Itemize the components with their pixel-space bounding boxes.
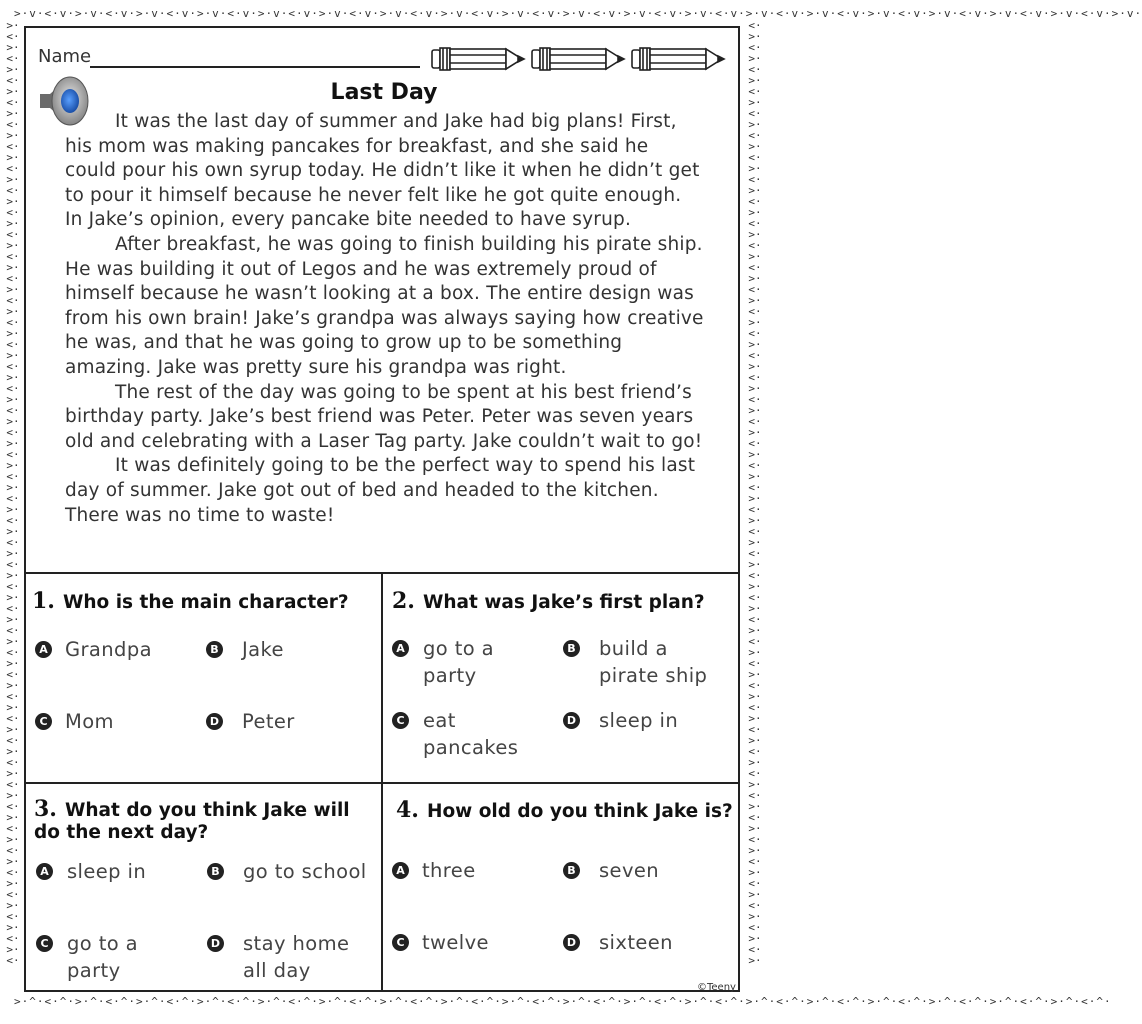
answer-option-c[interactable]: Mom	[65, 710, 114, 733]
answer-option-c[interactable]: twelve	[422, 931, 489, 954]
answer-option-d[interactable]: sixteen	[599, 931, 673, 954]
answer-option-b[interactable]: seven	[599, 859, 660, 882]
answer-bubble-d[interactable]: D	[563, 712, 580, 729]
question-number: 4.	[396, 797, 419, 823]
border-right-decoration: <·>·<·>·<·>·<·>·<·>·<·>·<·>·<·>·<·>·<·>·<·>·<·>·<·>·<·>·<·>·<·>·<·>·<·>·<·>·<·>·<·>·<·>·<·>·<·>·<·>·<·>·<·>·<·>·<·>·<·>·<·>·<·>·<·>·<·>·<·>·<·>·<·>·<·>·<·>·<·>·<·>·<·>·<·>·	[748, 19, 762, 967]
answer-bubble-b[interactable]: B	[563, 640, 580, 657]
answer-bubble-a[interactable]: A	[36, 863, 53, 880]
question-text: Who is the main character?	[62, 592, 349, 613]
answer-option-c[interactable]: go to a party	[67, 932, 139, 982]
answer-option-a[interactable]: Grandpa	[65, 638, 152, 661]
story-text	[65, 110, 705, 528]
answer-bubble-b[interactable]: B	[207, 863, 224, 880]
answer-option-d[interactable]: Peter	[242, 710, 295, 733]
answer-bubble-b[interactable]: B	[563, 862, 580, 879]
question-text: What was Jake’s first plan?	[422, 592, 705, 613]
border-left-decoration: >·<·>·<·>·<·>·<·>·<·>·<·>·<·>·<·>·<·>·<·>·<·>·<·>·<·>·<·>·<·>·<·>·<·>·<·>·<·>·<·>·<·>·<·>·<·>·<·>·<·>·<·>·<·>·<·>·<·>·<·>·<·>·<·>·<·>·<·>·<·>·<·>·<·>·<·>·<·>·<·>·<·>·<·>·<·	[6, 19, 20, 967]
border-top-decoration: >·v·<·v·>·v·<·v·>·v·<·v·>·v·<·v·>·v·<·v·>·v·<·v·>·v·<·v·>·v·<·v·>·v·<·v·>·v·<·v·>·v·<·v·>·v·<·v·>·v·<·v·>·v·<·v·>·v·<·v·>·v·<·v·>·v·<·v·>·v·<·v·>·v·	[14, 7, 1142, 20]
answer-option-a[interactable]: three	[422, 859, 476, 882]
answer-option-d[interactable]: sleep in	[599, 709, 679, 732]
answer-option-d[interactable]: stay home all day	[243, 932, 350, 982]
answer-bubble-c[interactable]: C	[36, 935, 53, 952]
story-title: Last Day	[330, 80, 438, 105]
question-number: 1.	[32, 588, 55, 614]
name-line[interactable]	[90, 66, 420, 68]
answer-bubble-d[interactable]: D	[563, 934, 580, 951]
story-paragraph: It was the last day of summer and Jake had big plans! First, his mom was making pancakes for breakfast, and she said he could pour his own syrup today. He didn’t like it when he didn’t get to pour it himself because he never felt like he got quite enough. In Jake’s opinion, every pancake bite needed to have syrup.	[65, 111, 700, 231]
answer-bubble-a[interactable]: A	[392, 862, 409, 879]
question-text: How old do you think Jake is?	[426, 801, 733, 822]
border-bottom-decoration: >·^·<·^·>·^·<·^·>·^·<·^·>·^·<·^·>·^·<·^·>·^·<·^·>·^·<·^·>·^·<·^·>·^·<·^·>·^·<·^·>·^·<·^·>·^·<·^·>·^·<·^·>·^·<·^·>·^·<·^·>·^·<·^·>·^·<·^·>·^·<·^·	[14, 995, 1112, 1008]
answer-bubble-c[interactable]: C	[35, 713, 52, 730]
answer-bubble-c[interactable]: C	[392, 934, 409, 951]
copyright-text: ©Teeny	[697, 982, 736, 993]
answer-bubble-d[interactable]: D	[207, 935, 224, 952]
answer-option-c[interactable]: eat pancakes	[423, 709, 519, 759]
answer-option-a[interactable]: sleep in	[67, 860, 147, 883]
question-number: 3.	[34, 796, 57, 822]
answer-option-b[interactable]: build a pirate ship	[599, 637, 708, 687]
story-paragraph: After breakfast, he was going to finish building his pirate ship. He was building it out of Legos and he was extremely proud of himself because he wasn’t looking at a box. The entire design was from his own brain! Jake’s grandpa was always saying how creative he was, and that he was going to grow up to be something amazing. Jake was pretty sure his grandpa was right.	[65, 233, 704, 378]
answer-option-b[interactable]: Jake	[242, 638, 284, 661]
story-paragraph: The rest of the day was going to be spent at his best friend’s birthday party. Jake’s best friend was Peter. Peter was seven years old and celebrating with a Laser Tag party. Jake couldn’t wait to go!	[65, 381, 703, 452]
answer-option-b[interactable]: go to school	[243, 860, 367, 883]
questions-vertical-divider	[381, 572, 383, 992]
question-number: 2.	[392, 588, 415, 614]
story-paragraph: It was definitely going to be the perfect way to spend his last day of summer. Jake got out of bed and headed to the kitchen. There was no time to waste!	[65, 455, 696, 526]
answer-bubble-a[interactable]: A	[35, 641, 52, 658]
question-text: What do you think Jake will do the next day?	[34, 800, 350, 843]
answer-option-a[interactable]: go to a party	[423, 637, 495, 687]
pencil-icon	[430, 44, 735, 74]
answer-bubble-d[interactable]: D	[206, 713, 223, 730]
answer-bubble-a[interactable]: A	[392, 640, 409, 657]
answer-bubble-c[interactable]: C	[392, 712, 409, 729]
name-label: Name	[38, 46, 92, 67]
answer-bubble-b[interactable]: B	[206, 641, 223, 658]
